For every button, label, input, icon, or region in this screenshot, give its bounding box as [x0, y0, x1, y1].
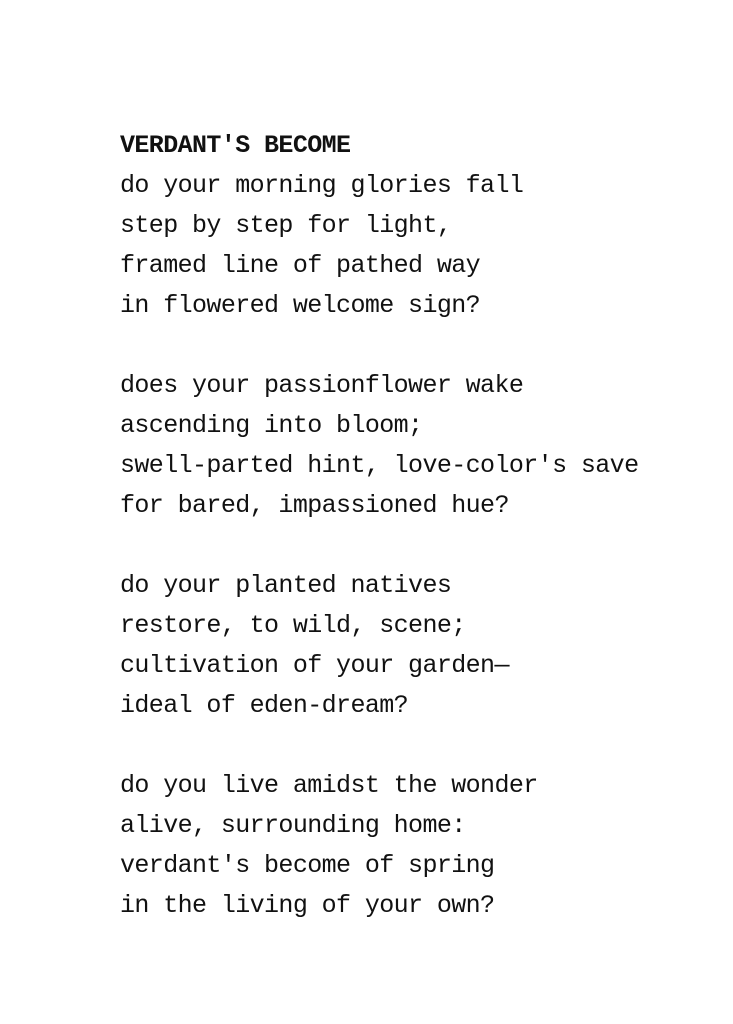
poem-line: framed line of pathed way	[120, 251, 481, 280]
stanza-4	[120, 766, 720, 926]
poem-line: for bared, impassioned hue?	[120, 491, 509, 520]
poem-title: VERDANT'S BECOME	[120, 131, 351, 160]
stanza-3	[120, 566, 720, 726]
stanza-2	[120, 366, 720, 526]
poem-line: restore, to wild, scene;	[120, 611, 466, 640]
poem-line: ideal of eden-dream?	[120, 691, 409, 720]
poem-line: ascending into bloom;	[120, 411, 423, 440]
poem-line: do your morning glories fall	[120, 171, 524, 200]
poem-line: do your planted natives	[120, 571, 452, 600]
poem-line: in flowered welcome sign?	[120, 291, 481, 320]
poem-line: do you live amidst the wonder	[120, 771, 538, 800]
poem	[120, 126, 720, 966]
stanza-1	[120, 166, 720, 326]
poem-line: step by step for light,	[120, 211, 452, 240]
poem-line: verdant's become of spring	[120, 851, 495, 880]
poem-line: swell-parted hint, love-color's save	[120, 451, 639, 480]
poem-line: in the living of your own?	[120, 891, 495, 920]
poem-line: cultivation of your garden—	[120, 651, 509, 680]
poem-line: does your passionflower wake	[120, 371, 524, 400]
poem-line: alive, surrounding home:	[120, 811, 466, 840]
